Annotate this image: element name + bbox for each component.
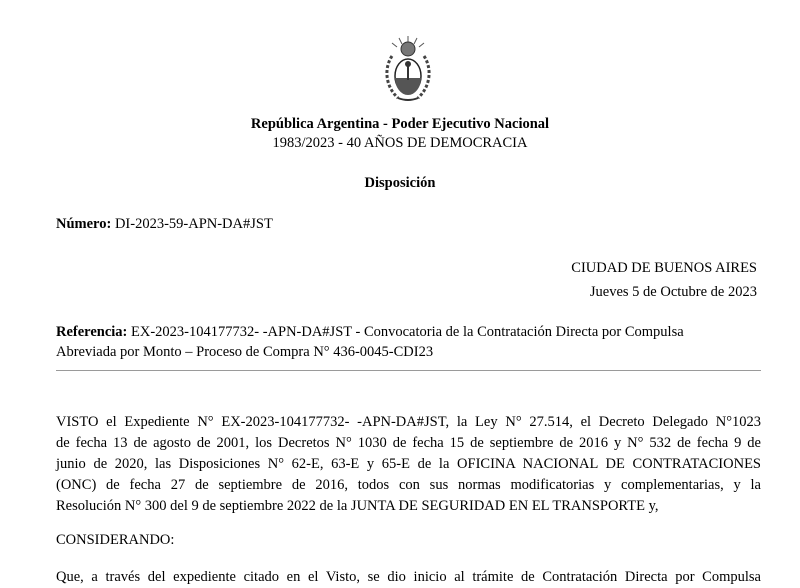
visto-line: de fecha 13 de agosto de 2001, los Decretos N° 1030 de fecha 15 de septiembre de 2016 y N° 532 de fecha 9 de bbox=[56, 435, 761, 451]
issuer-title: República Argentina - Poder Ejecutivo Nacional bbox=[250, 116, 550, 132]
visto-line: junio de 2020, las Disposiciones N° 62-E, 63-E y 65-E de la OFICINA NACIONAL DE CONTRATACIONES bbox=[56, 456, 761, 472]
divider bbox=[56, 370, 761, 371]
anniversary-motto: 1983/2023 - 40 AÑOS DE DEMOCRACIA bbox=[272, 135, 528, 151]
referencia-row bbox=[56, 324, 684, 341]
visto-line: Resolución N° 300 del 9 de septiembre 2022 de la JUNTA DE SEGURIDAD EN EL TRANSPORTE y, bbox=[56, 498, 659, 514]
referencia-line1: EX-2023-104177732- -APN-DA#JST - Convocatoria de la Contratación Directa por Compulsa bbox=[131, 324, 684, 340]
visto-paragraph bbox=[56, 412, 761, 517]
document-date: Jueves 5 de Octubre de 2023 bbox=[589, 284, 757, 300]
considerando-heading: CONSIDERANDO: bbox=[56, 532, 175, 548]
numero-label: Número: bbox=[56, 216, 112, 232]
visto-line: VISTO el Expediente N° EX-2023-104177732- -APN-DA#JST, la Ley N° 27.514, el Decreto Delegado N°1023 bbox=[56, 414, 761, 430]
que-line: Que, a través del expediente citado en el Visto, se dio inicio al trámite de Contratación Directa por Compulsa bbox=[56, 569, 761, 585]
numero-row bbox=[56, 216, 273, 233]
city: CIUDAD DE BUENOS AIRES bbox=[571, 260, 757, 276]
referencia-line2: Abreviada por Monto – Proceso de Compra N° 436-0045-CDI23 bbox=[56, 344, 434, 360]
referencia-label: Referencia: bbox=[56, 324, 128, 340]
que-paragraph bbox=[56, 567, 761, 588]
document-type: Disposición bbox=[364, 175, 436, 191]
numero-value: DI-2023-59-APN-DA#JST bbox=[114, 216, 273, 232]
visto-line: (ONC) de fecha 27 de septiembre de 2016, todos con sus normas modificatorias y complementarias, y la bbox=[56, 477, 761, 493]
argentina-coat-of-arms-icon bbox=[382, 34, 434, 104]
